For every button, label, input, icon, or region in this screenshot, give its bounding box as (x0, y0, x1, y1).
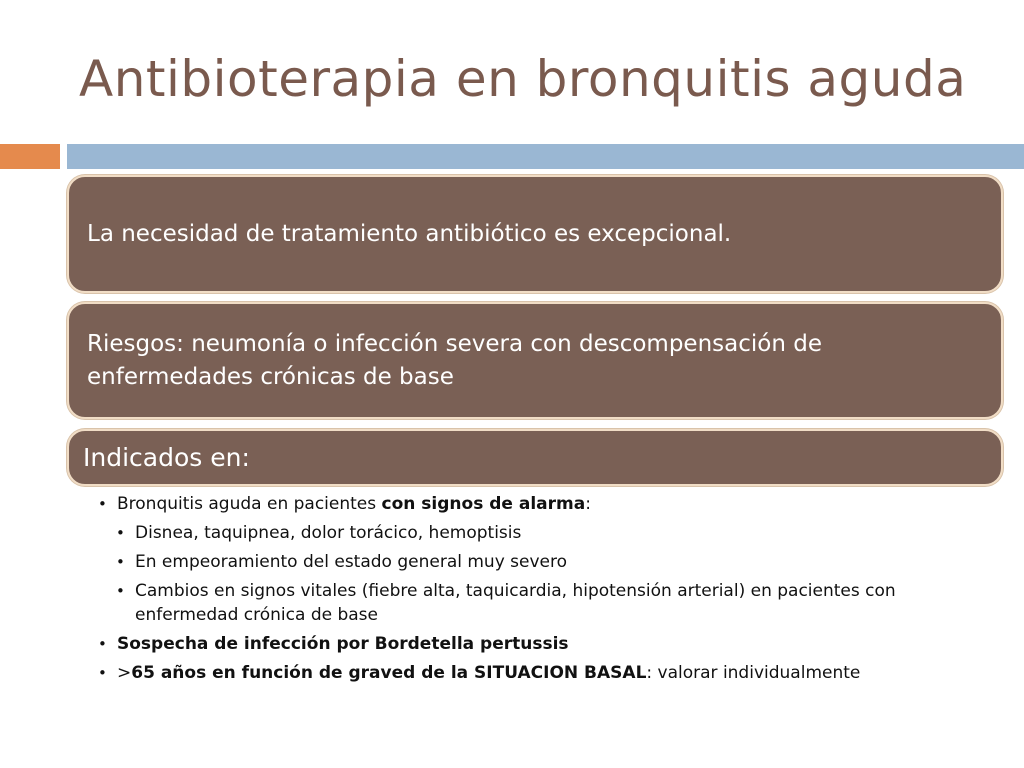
bullet-item-alarm-signs (98, 492, 998, 516)
bullet-dot-icon: • (98, 664, 107, 682)
bullet-dot-icon: • (98, 495, 107, 513)
bullet-text: Disnea, taquipnea, dolor torácico, hemoptisis (135, 523, 522, 543)
bullet-text: En empeoramiento del estado general muy severo (135, 552, 568, 572)
slide-title: Antibioterapia en bronquitis aguda (79, 50, 967, 108)
bullet-text: : valorar individualmente (646, 663, 861, 683)
bullet-text: Cambios en signos vitales (fiebre alta, taquicardia, hipotensión arterial) en pacientes con enfermedad crónica de base (135, 581, 896, 625)
bullet-item-pertussis (98, 632, 998, 656)
bullet-item-worsening (116, 550, 998, 574)
bullet-text-bold: 65 años en función de graved de la SITUACION BASAL (131, 663, 647, 683)
info-box-text: La necesidad de tratamiento antibiótico es excepcional. (87, 221, 732, 247)
bullet-item-dyspnea (116, 521, 998, 545)
bullet-dot-icon: • (116, 582, 125, 600)
bullet-text: : (585, 494, 591, 514)
bullet-dot-icon: • (116, 553, 125, 571)
bullet-item-over-65 (98, 661, 998, 685)
info-box-antibiotic-exceptional (67, 175, 1003, 293)
title-accent-bar-orange (0, 144, 60, 169)
bullet-text: Bronquitis aguda en pacientes (117, 494, 382, 514)
title-accent-bar-blue (67, 144, 1024, 169)
bullet-text: > (117, 663, 132, 683)
bullet-dot-icon: • (116, 524, 125, 542)
info-box-risks (67, 302, 1003, 419)
info-box-text: Indicados en: (83, 443, 250, 472)
bullet-item-vital-signs (116, 579, 998, 627)
bullet-text-bold: con signos de alarma (381, 494, 586, 514)
bullet-text-bold: Sospecha de infección por Bordetella pertussis (117, 634, 569, 654)
indications-bullet-list (98, 487, 998, 685)
info-box-indicated (67, 429, 1003, 486)
bullet-dot-icon: • (98, 635, 107, 653)
info-box-text: Riesgos: neumonía o infección severa con descompensación de enfermedades crónicas de base (87, 330, 822, 390)
